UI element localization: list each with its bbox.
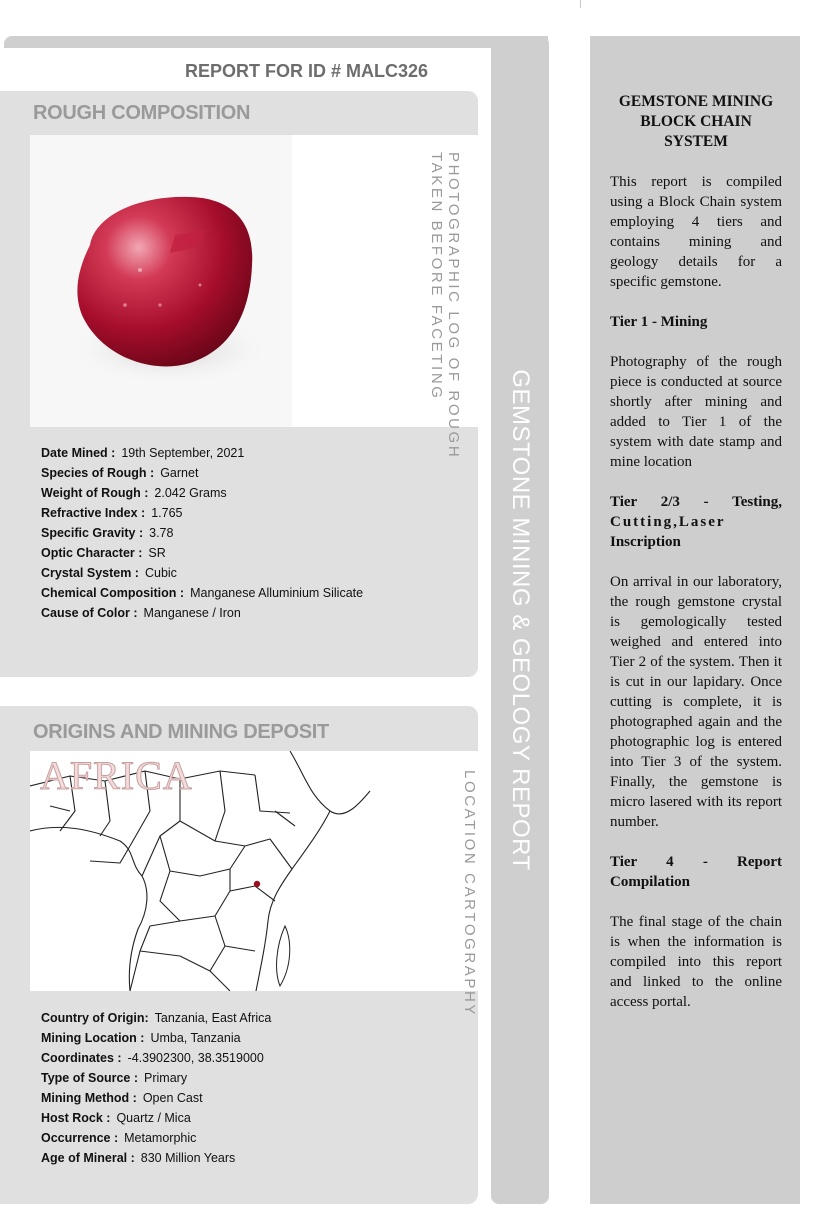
detail-value: Garnet — [160, 466, 199, 480]
detail-value: Manganese Alluminium Silicate — [190, 586, 364, 600]
header-bar — [4, 36, 548, 48]
detail-label: Specific Gravity : — [41, 526, 144, 540]
detail-age-of-mineral — [41, 1148, 271, 1168]
tier1-heading: Tier 1 - Mining — [610, 314, 708, 330]
tier23-heading-line-1: Tier 2/3 - Testing, — [610, 494, 782, 510]
detail-label: Date Mined : — [41, 446, 116, 460]
detail-label: Chemical Composition : — [41, 586, 185, 600]
detail-weight — [41, 483, 363, 503]
detail-label: Optic Character : — [41, 546, 143, 560]
rough-composition-heading: ROUGH COMPOSITION — [33, 102, 251, 124]
detail-label: Age of Mineral : — [41, 1151, 135, 1165]
detail-chemical-composition — [41, 583, 363, 603]
detail-specific-gravity — [41, 523, 363, 543]
tier23-heading-line-3: Inscription — [610, 534, 681, 550]
detail-label: Type of Source : — [41, 1071, 139, 1085]
detail-species — [41, 463, 363, 483]
detail-optic-character — [41, 543, 363, 563]
detail-country-of-origin — [41, 1008, 271, 1028]
sidebar-title: GEMSTONE MINING BLOCK CHAIN SYSTEM — [618, 93, 774, 150]
detail-value: Cubic — [144, 566, 177, 580]
mine-location-marker — [254, 881, 260, 887]
detail-label: Host Rock : — [41, 1111, 111, 1125]
detail-value: Quartz / Mica — [116, 1111, 191, 1125]
detail-value: 2.042 Grams — [154, 486, 227, 500]
detail-date-mined — [41, 443, 363, 463]
detail-label: Country of Origin: — [41, 1011, 149, 1025]
rough-details-list — [41, 443, 363, 623]
sidebar-intro: This report is compiled using a Block Chain system employing 4 tiers and contains mining and geology details for a specific gemstone. — [610, 174, 782, 290]
detail-label: Crystal System : — [41, 566, 139, 580]
top-divider-tick — [580, 0, 581, 8]
tier23-heading — [610, 492, 782, 552]
origins-heading: ORIGINS AND MINING DEPOSIT — [33, 721, 329, 743]
rail-title: GEMSTONE MINING & GEOLOGY REPORT — [507, 369, 534, 871]
detail-label: Coordinates : — [41, 1051, 122, 1065]
detail-value: 19th September, 2021 — [121, 446, 245, 460]
detail-value: 830 Million Years — [140, 1151, 236, 1165]
detail-value: -4.3902300, 38.3519000 — [127, 1051, 264, 1065]
detail-value: 1.765 — [151, 506, 183, 520]
detail-value: Metamorphic — [124, 1131, 197, 1145]
detail-host-rock — [41, 1108, 271, 1128]
detail-value: SR — [148, 546, 166, 560]
detail-value: Tanzania, East Africa — [154, 1011, 272, 1025]
detail-value: Primary — [144, 1071, 188, 1085]
detail-type-of-source — [41, 1068, 271, 1088]
map-caption: LOCATION CARTOGRAPHY — [461, 770, 478, 1018]
tier4-heading — [610, 852, 782, 892]
detail-value: 3.78 — [149, 526, 174, 540]
rough-gemstone-photo — [30, 135, 292, 427]
photo-caption — [428, 152, 462, 459]
photo-caption-line-2: TAKEN BEFORE FACETING — [428, 152, 445, 401]
tier4-text: The final stage of the chain is when the information is compiled into this report and linked to the online access portal. — [610, 914, 782, 1010]
tier1-text: Photography of the rough piece is conducted at source shortly after mining and added to Tier 1 of the system with date stamp and mine location — [610, 354, 782, 470]
detail-label: Cause of Color : — [41, 606, 138, 620]
detail-mining-location — [41, 1028, 271, 1048]
detail-label: Weight of Rough : — [41, 486, 149, 500]
detail-occurrence — [41, 1128, 271, 1148]
detail-refractive-index — [41, 503, 363, 523]
detail-label: Mining Location : — [41, 1031, 145, 1045]
origins-details-list — [41, 1008, 271, 1168]
detail-label: Species of Rough : — [41, 466, 155, 480]
tier23-heading-line-2: Cutting,Laser — [610, 514, 726, 530]
detail-label: Refractive Index : — [41, 506, 146, 520]
detail-crystal-system — [41, 563, 363, 583]
tier4-heading-line-2: Compilation — [610, 874, 691, 890]
detail-coordinates — [41, 1048, 271, 1068]
report-id-title: REPORT FOR ID # MALC326 — [185, 61, 429, 81]
detail-mining-method — [41, 1088, 271, 1108]
tier4-heading-line-1: Tier 4 - Report — [610, 854, 782, 870]
tier23-text: On arrival in our laboratory, the rough gemstone crystal is gemologically tested weighed and entered into Tier 2 of the system. Then it is cut in our lapidary. Once cutting is complete, it is photographed again and the photographic log is entered into Tier 3 of the system. Finally, the gemstone is micro lasered with its report number. — [610, 574, 782, 830]
detail-value: Open Cast — [142, 1091, 203, 1105]
blockchain-sidebar — [590, 36, 800, 1204]
detail-value: Umba, Tanzania — [150, 1031, 241, 1045]
detail-value: Manganese / Iron — [143, 606, 241, 620]
photo-caption-line-1: PHOTOGRAPHIC LOG OF ROUGH — [445, 152, 462, 460]
map-region-label: AFRICA — [40, 753, 193, 798]
detail-cause-of-color — [41, 603, 363, 623]
detail-label: Mining Method : — [41, 1091, 137, 1105]
detail-label: Occurrence : — [41, 1131, 119, 1145]
